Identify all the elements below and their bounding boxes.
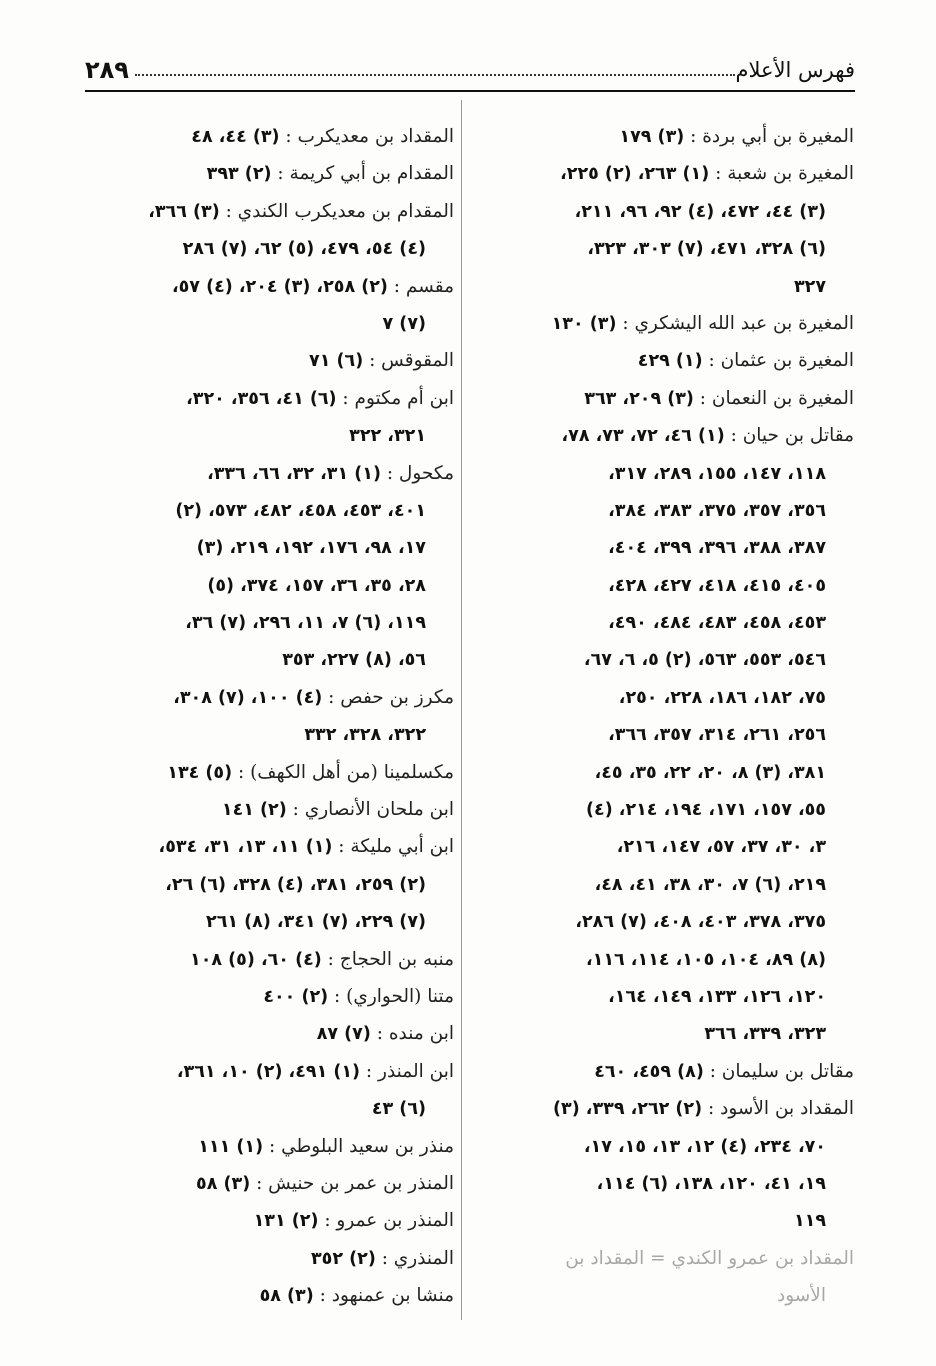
entry-references: ٥٦، (٨) ٢٢٧، ٣٥٣	[282, 650, 426, 671]
entry-name: منشا بن عمنهود :	[313, 1285, 454, 1307]
entry-references: (٢) ٢٦٢، ٣٣٩، (٣)	[553, 1099, 703, 1120]
entry-references: (١) ١١، ١٣، ٣١، ٥٣٤،	[158, 837, 333, 858]
entry-references: (٤) ٥٤، ٤٧٩، (٥) ٦٢، (٧) ٢٨٦	[182, 239, 426, 260]
entry-references: (١) ١١١	[198, 1136, 264, 1157]
entry-references: ١١٩، (٦) ٧، ١١، ٢٩٦، (٧) ٣٦،	[185, 613, 426, 634]
entry-name: المغيرة بن شعبة :	[709, 163, 854, 185]
index-entry-continuation	[516, 679, 854, 716]
entry-references: ١٧، ٩٨، ١٧٦، ١٩٢، ٢١٩، (٣)	[196, 538, 426, 559]
index-entry-continuation	[86, 604, 454, 641]
index-entry-continuation	[516, 941, 854, 978]
entry-name: المقداد بن معديكرب :	[279, 126, 454, 147]
index-entry	[86, 155, 454, 192]
entry-name: ابن أم مكتوم :	[336, 387, 454, 409]
index-entry-continuation	[516, 1128, 854, 1165]
index-entry-continuation	[86, 305, 454, 342]
entry-references: ٣٢٧	[793, 276, 826, 297]
index-column-left	[86, 118, 454, 1315]
entry-references: ٢٥٦، ٢٦١، ٣١٤، ٣٥٧، ٣٦٦،	[608, 725, 826, 746]
entry-references: ٤٠٥، ٤١٥، ٤١٨، ٤٢٧، ٤٢٨،	[608, 575, 826, 596]
column-divider	[461, 100, 462, 1320]
index-entry	[516, 118, 854, 155]
entry-references: (٧) ٨٧	[316, 1024, 371, 1045]
index-entry-continuation	[516, 604, 854, 641]
entry-references: (٧) ٧	[382, 313, 426, 334]
entry-name: المقداد بن عمرو الكندي = المقداد بن	[565, 1247, 854, 1269]
entry-references: ٣٢٣، ٣٣٩، ٣٦٦	[704, 1024, 826, 1045]
entry-name: مكسلمينا (من أهل الكهف) :	[232, 761, 454, 783]
index-entry-continuation	[516, 1015, 854, 1052]
index-entry	[516, 305, 854, 342]
index-entry-continuation	[516, 641, 854, 678]
index-entry	[86, 1202, 454, 1239]
index-entry	[86, 828, 454, 865]
entry-name: المقداد بن الأسود :	[702, 1098, 854, 1120]
index-entry	[86, 1240, 454, 1277]
entry-references: ٣٢١، ٣٢٢	[349, 426, 426, 447]
index-entry	[86, 342, 454, 379]
entry-references: ٢١٩، (٦) ٧، ٣٠، ٣٨، ٤١، ٤٨،	[594, 874, 826, 895]
entry-references: (٢) ٢٥٩، ٣٨١، (٤) ٣٢٨، (٦) ٢٦،	[165, 874, 426, 895]
entry-name: المقدام بن أبي كريمة :	[271, 163, 454, 185]
entry-references: ٣٢٢، ٣٢٨، ٣٣٢	[304, 725, 426, 746]
entry-name: المنذري :	[375, 1247, 454, 1269]
index-entry-continuation	[86, 567, 454, 604]
entry-references: (٦) ٣٢٨، ٤٧١، (٧) ٣٠٣، ٣٢٣،	[587, 239, 826, 260]
entry-name: ابن ملحان الأنصاري :	[286, 799, 454, 821]
entry-name: المغيرة بن النعمان :	[693, 387, 854, 409]
entry-references: ٣٧٥، ٣٧٨، ٤٠٣، ٤٠٨، (٧) ٢٨٦،	[575, 912, 826, 933]
entry-references: (٨) ٤٥٩، ٤٦٠	[594, 1061, 704, 1082]
entry-references: (٥) ١٣٤	[167, 762, 233, 783]
index-entry	[86, 1053, 454, 1090]
index-entry	[516, 1240, 854, 1277]
entry-references: (٢) ٣٩٣	[206, 164, 272, 185]
index-entry-continuation	[86, 230, 454, 267]
index-entry	[86, 193, 454, 230]
entry-references: (٦) ٤١، ٣٥٦، ٣٢٠،	[186, 388, 337, 409]
entry-references: ٢٨، ٣٥، ٣٦، ١٥٧، ٣٧٤، (٥)	[207, 575, 426, 596]
entry-references: ٧٠، ٢٣٤، (٤) ١٢، ١٣، ١٥، ١٧،	[583, 1136, 826, 1157]
page-number: ٢٨٩	[85, 56, 129, 84]
entry-name: ابن منده :	[370, 1023, 454, 1045]
index-entry-continuation	[86, 1090, 454, 1127]
index-entry	[86, 941, 454, 978]
page-header	[85, 52, 855, 88]
entry-references: (٣) ٤٤، ٤٧٢، (٤) ٩٢، ٩٦، ٢١١،	[574, 201, 826, 222]
index-entry-continuation	[86, 492, 454, 529]
index-entry	[86, 380, 454, 417]
index-entry-continuation	[516, 193, 854, 230]
entry-references: (١) ٤٢٩	[637, 351, 703, 372]
index-entry-continuation	[516, 791, 854, 828]
index-entry-continuation	[86, 529, 454, 566]
entry-references: (٣) ٥٨	[196, 1173, 251, 1194]
entry-references: (٢) ٤٠٠	[263, 986, 329, 1007]
entry-references: (٦) ٤٣	[371, 1099, 426, 1120]
index-entry	[86, 1128, 454, 1165]
entry-references: (٣) ٥٨	[259, 1286, 314, 1307]
entry-name: المنذر بن عمر بن حنيش :	[250, 1172, 454, 1194]
index-entry	[86, 1277, 454, 1314]
index-entry-continuation	[516, 978, 854, 1015]
entry-references: (٢) ١٤١	[221, 800, 287, 821]
index-entry-continuation	[86, 716, 454, 753]
index-entry-continuation	[516, 1202, 854, 1239]
entry-references: ٣، ٣٠، ٣٧، ٥٧، ١٤٧، ٢١٦،	[616, 837, 826, 858]
entry-references: ١١٩	[793, 1211, 826, 1232]
index-entry	[86, 679, 454, 716]
entry-references: (١) ٢٦٣، (٢) ٢٢٥،	[560, 164, 710, 185]
entry-references: ١٢٠، ١٢٦، ١٣٣، ١٤٩، ١٦٤،	[608, 986, 826, 1007]
entry-references: (٧) ٢٢٩، (٧) ٣٤١، (٨) ٢٦١	[206, 912, 426, 933]
index-entry	[86, 754, 454, 791]
entry-references: (١) ٤٩١، (٢) ١٠، ٣٦١،	[176, 1061, 361, 1082]
entry-name: مقاتل بن سليمان :	[703, 1060, 854, 1082]
entry-references: ١١٨، ١٤٧، ١٥٥، ٢٨٩، ٣١٧،	[608, 463, 826, 484]
index-entry	[86, 268, 454, 305]
entry-name: منبه بن الحجاج :	[321, 948, 454, 970]
index-entry-continuation	[86, 866, 454, 903]
entry-references: (٣) ١٧٩	[619, 127, 685, 147]
entry-references: (٢) ٣٥٢	[310, 1248, 376, 1269]
index-entry-continuation	[516, 529, 854, 566]
entry-name: متنا (الحواري) :	[328, 985, 454, 1007]
index-entry-continuation	[516, 1277, 854, 1314]
entry-references: ٥٥، ١٥٧، ١٧١، ١٩٤، ٢١٤، (٤)	[586, 800, 826, 821]
index-entry-continuation	[516, 716, 854, 753]
entry-references: ٤٠١، ٤٥٣، ٤٥٨، ٤٨٢، ٥٧٣، (٢)	[175, 500, 426, 521]
entry-references: (٣) ٤٤، ٤٨	[191, 127, 280, 147]
entry-name: منذر بن سعيد البلوطي :	[263, 1135, 454, 1157]
entry-name: مقسم :	[387, 275, 454, 297]
index-entry-continuation	[516, 567, 854, 604]
entry-name: الأسود	[777, 1285, 826, 1307]
index-entry	[516, 342, 854, 379]
entry-references: (٣) ١٣٠	[551, 313, 617, 334]
entry-references: (٤) ٦٠، (٥) ١٠٨	[190, 949, 322, 970]
index-entry-continuation	[516, 455, 854, 492]
index-entry	[86, 978, 454, 1015]
header-rule	[85, 90, 855, 92]
index-entry	[516, 380, 854, 417]
index-entry-continuation	[516, 1165, 854, 1202]
index-entry-continuation	[516, 492, 854, 529]
index-entry-continuation	[516, 903, 854, 940]
running-title: فهرس الأعلام	[735, 58, 855, 82]
entry-references: ٣٥٦، ٣٥٧، ٣٧٥، ٣٨٣، ٣٨٤،	[608, 500, 826, 521]
entry-references: (٣) ٢٠٩، ٣٦٣	[584, 388, 694, 409]
entry-references: ٧٥، ١٨٢، ١٨٦، ٢٢٨، ٢٥٠،	[618, 687, 826, 708]
entry-references: (١) ٤٦، ٧٢، ٧٣، ٧٨،	[561, 426, 725, 447]
entry-name: المغيرة بن عبد الله اليشكري :	[616, 312, 854, 334]
index-entry-continuation	[86, 417, 454, 454]
index-entry-continuation	[86, 641, 454, 678]
index-entry	[516, 1053, 854, 1090]
entry-references: (٣) ٣٦٦،	[148, 201, 220, 222]
index-entry	[516, 155, 854, 192]
index-entry-continuation	[516, 866, 854, 903]
entry-references: (١) ٣١، ٣٢، ٦٦، ٣٣٦،	[207, 463, 381, 484]
entry-references: ١٩، ٤١، ١٢٠، ١٣٨، (٦) ١١٤،	[596, 1173, 826, 1194]
entry-references: ٤٥٣، ٤٥٨، ٤٨٣، ٤٨٤، ٤٩٠،	[608, 613, 826, 634]
index-entry	[86, 1015, 454, 1052]
index-entry-continuation	[516, 754, 854, 791]
entry-references: ٣٨١، (٣) ٨، ٢٠، ٢٢، ٣٥، ٤٥،	[594, 762, 826, 783]
entry-name: مقاتل بن حيان :	[724, 425, 854, 447]
index-entry	[516, 1090, 854, 1127]
entry-references: (٦) ٧١	[309, 351, 364, 372]
index-column-right	[516, 118, 854, 1315]
entry-name: المغيرة بن عثمان :	[702, 350, 854, 372]
entry-name: ابن أبي مليكة :	[332, 836, 454, 858]
entry-references: ٥٤٦، ٥٥٣، ٥٦٣، (٢) ٥، ٦، ٦٧،	[583, 650, 826, 671]
entry-references: (٢) ١٣١	[253, 1211, 319, 1232]
index-entry-continuation	[86, 903, 454, 940]
index-entry-continuation	[516, 828, 854, 865]
index-entry-continuation	[516, 230, 854, 267]
index-entry-continuation	[516, 268, 854, 305]
index-entry	[86, 791, 454, 828]
index-entry	[516, 417, 854, 454]
header-leader-dots	[135, 74, 735, 76]
index-entry	[86, 1165, 454, 1202]
entry-name: المقدام بن معديكرب الكندي :	[219, 200, 454, 222]
entry-name: مكحول :	[380, 462, 454, 484]
index-entry	[86, 455, 454, 492]
entry-name: المنذر بن عمرو :	[318, 1210, 454, 1232]
entry-name: المقوقس :	[363, 350, 454, 372]
entry-references: (٤) ١٠٠، (٧) ٣٠٨،	[173, 687, 323, 708]
entry-references: (٨) ٨٩، ١٠٤، ١٠٥، ١١٤، ١١٦،	[586, 949, 826, 970]
entry-references: ٣٨٧، ٣٨٨، ٣٩٦، ٣٩٩، ٤٠٤،	[608, 538, 826, 559]
entry-name: مكرز بن حفص :	[322, 686, 454, 708]
entry-references: (٢) ٢٥٨، (٣) ٢٠٤، (٤) ٥٧،	[171, 276, 388, 297]
index-entry	[86, 118, 454, 155]
entry-name: المغيرة بن أبي بردة :	[684, 126, 854, 147]
entry-name: ابن المنذر :	[360, 1060, 454, 1082]
